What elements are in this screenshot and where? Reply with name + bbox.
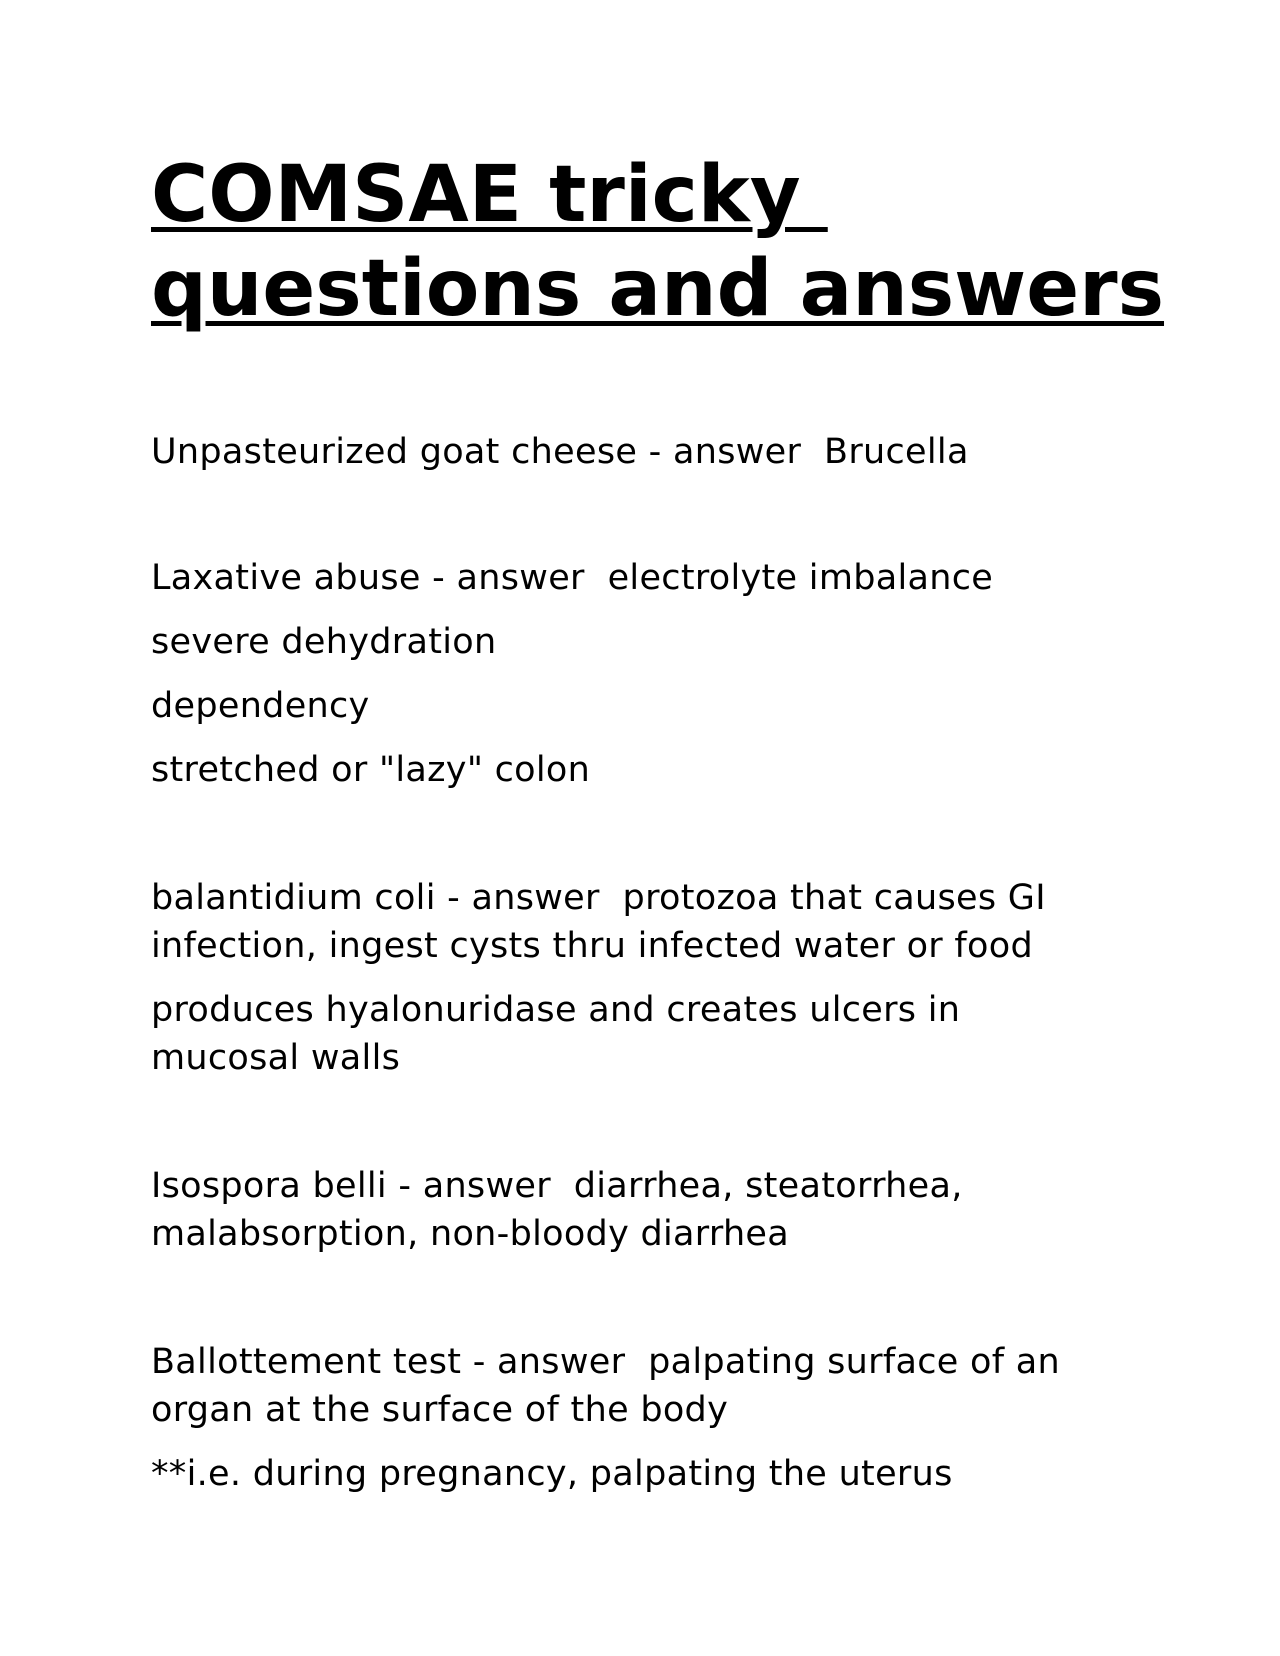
qa-line: severe dehydration [151,622,497,662]
document-content [151,148,1165,1498]
qa-list [151,428,1151,1498]
qa-line: balantidium coli - answer protozoa that causes GI infection, ingest cysts thru infected water or food [151,878,1058,966]
qa-line: stretched or "lazy" colon [151,750,591,790]
qa-item [151,428,1151,476]
qa-line: Laxative abuse - answer electrolyte imbalance [151,558,994,598]
qa-line: **i.e. during pregnancy, palpating the uterus [151,1454,953,1494]
title-line-1: COMSAE tricky [151,150,828,240]
qa-line: dependency [151,686,370,726]
qa-item [151,874,1151,1082]
qa-line: Ballottement test - answer palpating surface of an organ at the surface of the body [151,1342,1072,1430]
qa-item [151,1162,1151,1258]
qa-item [151,1338,1151,1498]
title-line-2: questions and answers [151,244,1165,334]
qa-line: produces hyalonuridase and creates ulcers in mucosal walls [151,990,972,1078]
document-title [151,148,1165,336]
qa-line: Unpasteurized goat cheese - answer Brucella [151,432,969,472]
qa-line: Isospora belli - answer diarrhea, steatorrhea, malabsorption, non-bloody diarrhea [151,1166,975,1254]
qa-item [151,554,1151,794]
